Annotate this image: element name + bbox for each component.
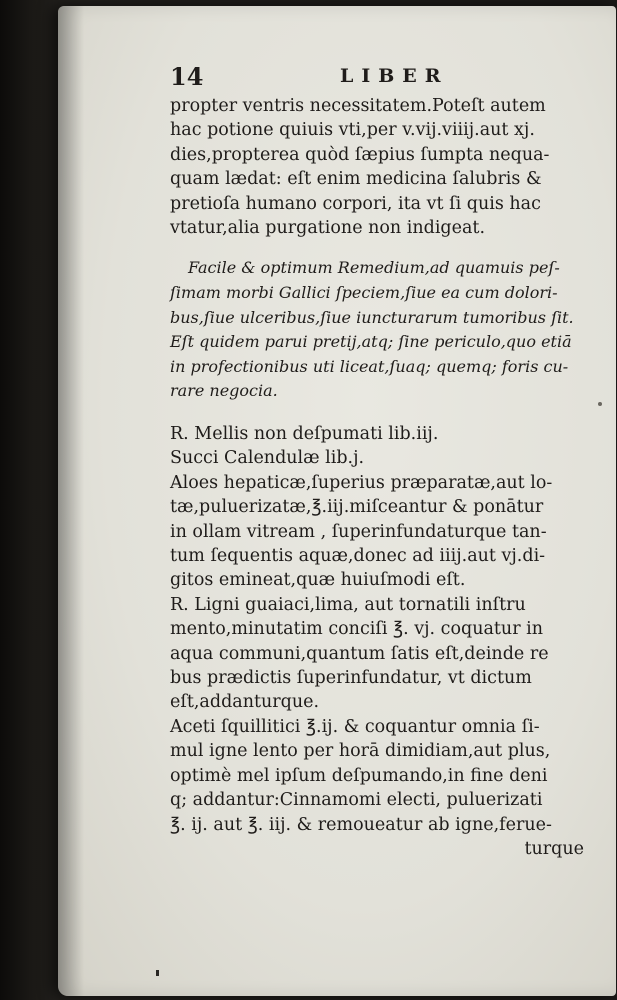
text-line: vtatur,alia purgatione non indigeat.: [170, 218, 486, 239]
text-line: hac potione quiuis vti,per v.vij.viiij.aut xj.: [170, 120, 535, 141]
recipe-line: R. Ligni guaiaci,lima, aut tornatili inſtru: [170, 594, 526, 615]
running-title: LIBER: [340, 65, 449, 87]
heading-line: Eſt quidem parui pretij,atq; ſine periculo,quo etiā: [170, 332, 572, 352]
text-line: propter ventris necessitatem.Poteſt autem: [170, 96, 546, 116]
remedy-heading: [170, 256, 590, 404]
recipe-line: Succi Calendulæ lib.j.: [170, 448, 365, 469]
recipe-line: tæ,puluerizatæ,℥.iij.miſceantur & ponātur: [170, 497, 544, 518]
heading-line: Facile & optimum Remedium,ad quamuis peſ-: [188, 258, 560, 278]
recipe-line: aqua communi,quantum ſatis eſt,deinde re: [170, 643, 549, 664]
recipe-line: tum ſequentis aquæ,donec ad iiij.aut vj.di-: [170, 546, 546, 567]
recipe-line: eſt,addanturque.: [170, 692, 320, 713]
heading-line: in profectionibus uti liceat,ſuaq; quemq; foris cu-: [170, 356, 569, 376]
paper-speck: [598, 402, 602, 406]
page-number: 14: [170, 62, 204, 91]
recipe-line: q; addantur:Cinnamomi electi, puluerizati: [170, 790, 543, 811]
paragraph-potion-usage: [170, 94, 590, 240]
recipe-line: Aloes hepaticæ,ſuperius præparatæ,aut lo-: [170, 472, 553, 493]
recipe-line: in ollam vitream , ſuperinfundaturque tan-: [170, 521, 547, 542]
heading-line: bus,ſiue ulceribus,ſiue iuncturarum tumoribus ſit.: [170, 307, 574, 327]
recipe-line: gitos emineat,quæ huiuſmodi eſt.: [170, 570, 466, 591]
recipe-line: Aceti ſquillitici ℥.ij. & coquantur omnia ſi-: [170, 716, 540, 737]
text-line: quam lædat: eſt enim medicina ſalubris &: [170, 169, 542, 190]
recipe-line: bus prædictis ſuperinfundatur, vt dictum: [170, 668, 532, 689]
recipe-line: R. Mellis non deſpumati lib.iij.: [170, 424, 439, 444]
catchword: turque: [524, 838, 584, 859]
heading-line: rare negocia.: [170, 381, 278, 401]
recipe-text: [170, 422, 590, 861]
recipe-line: mul igne lento per horā dimidiam,aut plus,: [170, 741, 551, 762]
ink-speck: [156, 970, 159, 976]
recipe-line: mento,minutatim conciſi ℥. vj. coquatur in: [170, 619, 543, 640]
text-line: dies,propterea quòd ſæpius ſumpta nequa-: [170, 144, 550, 165]
page-text-block: [170, 62, 590, 861]
recipe-line: optimè mel ipſum deſpumando,in fine deni: [170, 765, 548, 786]
recipe-line: ℥. ij. aut ℥. iij. & remoueatur ab igne,ferue-: [170, 814, 552, 835]
heading-line: ſimam morbi Gallici ſpeciem,ſiue ea cum dolori-: [170, 283, 558, 303]
text-line: pretioſa humano corpori, ita vt ſi quis hac: [170, 193, 541, 214]
page-header: [170, 62, 590, 94]
